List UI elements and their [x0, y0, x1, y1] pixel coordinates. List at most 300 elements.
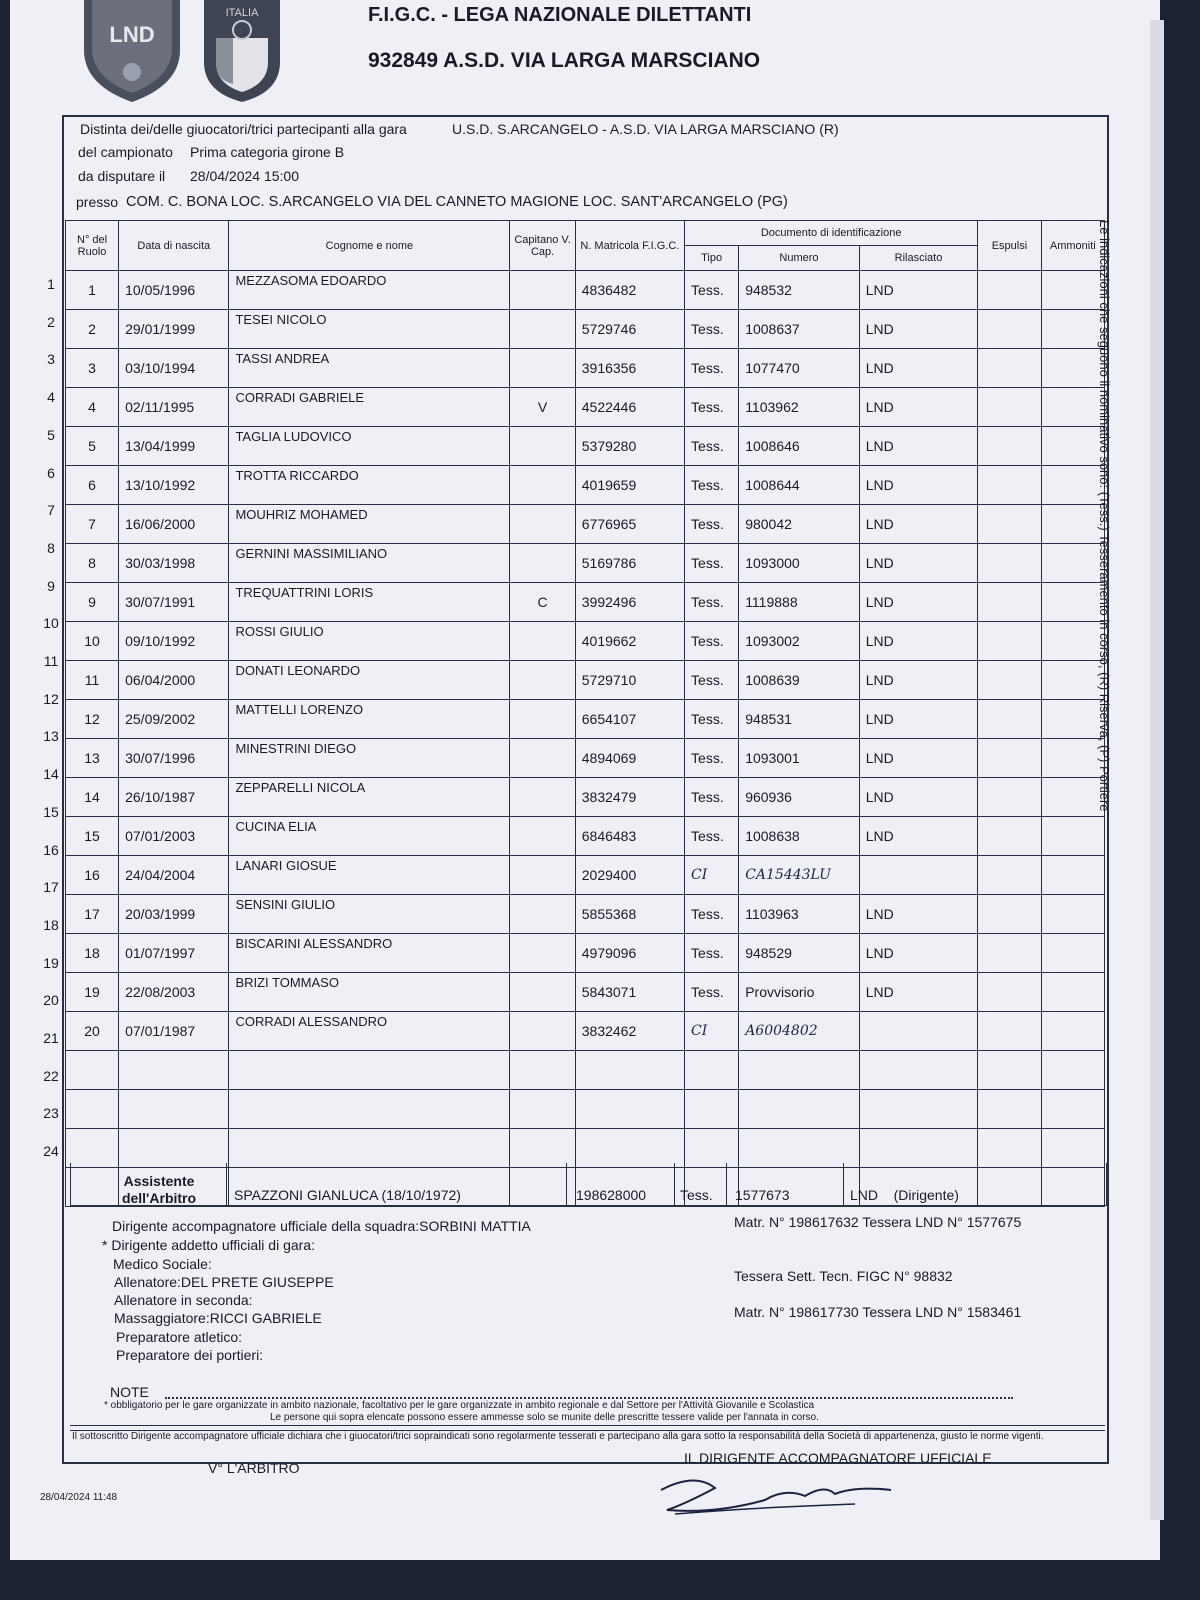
row-number: 11	[43, 653, 59, 669]
cell-matricola: 4019662	[575, 622, 684, 661]
cell-tipo: Tess.	[685, 466, 739, 505]
cell-capitano: V	[510, 388, 575, 427]
cell-tipo: Tess.	[685, 271, 739, 310]
cell-capitano	[510, 466, 575, 505]
cell-nome: MOUHRIZ MOHAMED	[229, 505, 510, 544]
staff-massaggiatore-matr: Matr. N° 198617730 Tessera LND N° 1583461	[734, 1304, 1022, 1320]
cell-nome: CORRADI GABRIELE	[229, 388, 510, 427]
row-number: 19	[43, 954, 59, 971]
cell-matricola: 4894069	[575, 739, 684, 778]
footer-arbitro: V° L'ARBITRO	[208, 1460, 300, 1476]
staff-allenatore: Allenatore:DEL PRETE GIUSEPPE	[114, 1274, 334, 1290]
cell-tipo: Tess.	[685, 427, 739, 466]
cell-nome: DONATI LEONARDO	[229, 661, 510, 700]
cell-numero: 1103963	[739, 895, 860, 934]
cell-ruolo: 13	[66, 739, 119, 778]
table-row	[66, 622, 1105, 661]
cell-nascita: 24/04/2004	[119, 856, 229, 895]
cell-numero: 1008646	[739, 427, 860, 466]
table-row	[66, 505, 1105, 544]
col-tipo: Tipo	[685, 246, 739, 271]
cell-numero: 1093002	[739, 622, 860, 661]
cell-espulsi	[978, 349, 1041, 388]
cell-nome: CUCINA ELIA	[229, 817, 510, 856]
cell-rilasciato: LND	[859, 700, 978, 739]
cell-numero	[739, 1129, 860, 1168]
cell-capitano	[510, 310, 575, 349]
cell-matricola	[575, 1051, 684, 1090]
cell-tipo	[685, 1051, 739, 1090]
cell-tipo: Tess.	[685, 895, 739, 934]
cell-nascita: 13/04/1999	[119, 427, 229, 466]
match-teams: U.S.D. S.ARCANGELO - A.S.D. VIA LARGA MARSCIANO (R)	[452, 121, 839, 137]
cell-numero	[739, 1051, 860, 1090]
cell-ruolo: 19	[66, 973, 119, 1012]
row-number: 2	[47, 313, 55, 330]
cell-rilasciato: LND	[859, 271, 978, 310]
table-row	[66, 271, 1105, 310]
table-row	[66, 973, 1105, 1012]
cell-numero: 1077470	[739, 349, 860, 388]
cell-ruolo: 2	[66, 310, 119, 349]
cell-espulsi	[978, 310, 1041, 349]
cell-nome: BISCARINI ALESSANDRO	[229, 934, 510, 973]
cell-nascita: 30/03/1998	[119, 544, 229, 583]
cell-matricola: 6846483	[575, 817, 684, 856]
cell-tipo: CI	[685, 856, 739, 895]
row-number: 8	[47, 539, 55, 556]
cell-tipo: Tess.	[685, 700, 739, 739]
cell-ruolo: 16	[66, 856, 119, 895]
cell-rilasciato	[859, 1012, 978, 1051]
cell-rilasciato: LND	[859, 427, 978, 466]
cell-capitano: C	[510, 583, 575, 622]
cell-tipo	[685, 1090, 739, 1129]
cell-espulsi	[978, 1051, 1041, 1090]
table-row	[66, 427, 1105, 466]
col-nome: Cognome e nome	[229, 221, 510, 271]
cell-nome: TASSI ANDREA	[229, 349, 510, 388]
cell-numero: 1093000	[739, 544, 860, 583]
label-disputare: da disputare il	[78, 168, 166, 184]
staff-dirigente-matr: Matr. N° 198617632 Tessera LND N° 1577675	[734, 1214, 1022, 1230]
staff-preparatore-portieri: Preparatore dei portieri:	[116, 1347, 264, 1363]
cell-capitano	[510, 427, 575, 466]
players-table	[65, 220, 1105, 1207]
cell-rilasciato: LND	[859, 310, 978, 349]
cell-rilasciato: LND	[859, 973, 978, 1012]
table-row	[66, 895, 1105, 934]
cell-tipo: Tess.	[685, 622, 739, 661]
cell-matricola: 3916356	[575, 349, 684, 388]
cell-nascita: 30/07/1996	[119, 739, 229, 778]
cell-nascita: 30/07/1991	[119, 583, 229, 622]
cell-numero	[739, 1090, 860, 1129]
cell-nome	[229, 1051, 510, 1090]
cell-ruolo: 17	[66, 895, 119, 934]
row-number: 20	[43, 992, 59, 1009]
cell-matricola: 5379280	[575, 427, 684, 466]
cell-rilasciato	[859, 1090, 978, 1129]
cell-nascita	[119, 1090, 229, 1129]
cell-ruolo: 15	[66, 817, 119, 856]
cell-matricola: 5169786	[575, 544, 684, 583]
table-row	[66, 544, 1105, 583]
cell-espulsi	[978, 427, 1041, 466]
cell-tipo: Tess.	[685, 739, 739, 778]
assistant-tipo: Tess.	[680, 1187, 713, 1203]
cell-ammoniti	[1041, 1051, 1104, 1090]
figc-logo	[200, 0, 284, 104]
cell-rilasciato: LND	[859, 388, 978, 427]
cell-espulsi	[978, 739, 1041, 778]
cell-tipo: Tess.	[685, 505, 739, 544]
cell-ruolo	[66, 1090, 119, 1129]
row-number: 13	[43, 728, 59, 745]
cell-numero: 948531	[739, 700, 860, 739]
cell-numero: CA15443LU	[739, 856, 860, 895]
cell-nome	[229, 1090, 510, 1129]
cell-capitano	[510, 544, 575, 583]
cell-numero: 948532	[739, 271, 860, 310]
cell-rilasciato: LND	[859, 349, 978, 388]
cell-tipo: Tess.	[685, 661, 739, 700]
col-matricola: N. Matricola F.I.G.C.	[575, 221, 684, 271]
footer-dirigente: IL DIRIGENTE ACCOMPAGNATORE UFFICIALE	[684, 1450, 992, 1466]
cell-matricola: 4522446	[575, 388, 684, 427]
col-rilasciato: Rilasciato	[859, 246, 978, 271]
notes-label: NOTE	[110, 1384, 149, 1400]
cell-espulsi	[978, 817, 1041, 856]
cell-matricola: 5729746	[575, 310, 684, 349]
cell-ruolo: 4	[66, 388, 119, 427]
table-row	[66, 661, 1105, 700]
cell-nome: TROTTA RICCARDO	[229, 466, 510, 505]
col-capitano: Capitano V. Cap.	[510, 221, 575, 271]
cell-capitano	[510, 934, 575, 973]
cell-nome: BRIZI TOMMASO	[229, 973, 510, 1012]
cell-espulsi	[978, 1090, 1041, 1129]
cell-espulsi	[978, 1012, 1041, 1051]
cell-matricola: 6654107	[575, 700, 684, 739]
cell-nome: MEZZASOMA EDOARDO	[229, 271, 510, 310]
row-number: 3	[47, 351, 55, 368]
cell-capitano	[510, 1090, 575, 1129]
cell-capitano	[510, 817, 575, 856]
table-row	[66, 1090, 1105, 1129]
cell-nome	[229, 1129, 510, 1168]
document-title: F.I.G.C. - LEGA NAZIONALE DILETTANTI	[368, 4, 752, 26]
cell-tipo	[685, 1129, 739, 1168]
cell-nome: TESEI NICOLO	[229, 310, 510, 349]
cell-tipo: Tess.	[685, 778, 739, 817]
cell-rilasciato	[859, 856, 978, 895]
row-number: 17	[43, 879, 59, 896]
cell-ruolo: 5	[66, 427, 119, 466]
cell-rilasciato: LND	[859, 466, 978, 505]
cell-matricola: 3992496	[575, 583, 684, 622]
cell-capitano	[510, 700, 575, 739]
cell-matricola: 3832462	[575, 1012, 684, 1051]
row-number: 22	[43, 1067, 59, 1084]
cell-nome: CORRADI ALESSANDRO	[229, 1012, 510, 1051]
cell-ruolo: 11	[66, 661, 119, 700]
declaration: Il sottoscritto Dirigente accompagnatore ufficiale dichiara che i giuocatori/trici sopraindicati sono regolarmente tesserati e partecipano alla gara sotto la responsabilità della Società di appartenenza, giusto le norme vigenti.	[72, 1431, 1044, 1442]
cell-nascita: 29/01/1999	[119, 310, 229, 349]
label-presso: presso	[76, 194, 119, 210]
cell-ammoniti	[1041, 1129, 1104, 1168]
cell-rilasciato: LND	[859, 934, 978, 973]
staff-massaggiatore: Massaggiatore:RICCI GABRIELE	[114, 1310, 322, 1326]
cell-matricola: 2029400	[575, 856, 684, 895]
cell-capitano	[510, 661, 575, 700]
row-number: 16	[43, 841, 59, 858]
cell-rilasciato	[859, 1129, 978, 1168]
table-row	[66, 817, 1105, 856]
notes-footnote-1: * obbligatorio per le gare organizzate in ambito nazionale, facoltativo per le gare organizzate in ambito regionale e dal Settore per l'Attività Giovanile e Scolastica	[104, 1400, 815, 1411]
cell-nome: LANARI GIOSUE	[229, 856, 510, 895]
cell-tipo: Tess.	[685, 349, 739, 388]
cell-ammoniti	[1041, 1090, 1104, 1129]
cell-rilasciato: LND	[859, 778, 978, 817]
label-distinta: Distinta dei/delle giuocatori/trici partecipanti alla gara	[80, 121, 407, 137]
cell-tipo: Tess.	[685, 934, 739, 973]
table-row	[66, 349, 1105, 388]
staff-preparatore: Preparatore atletico:	[116, 1329, 243, 1345]
cell-espulsi	[978, 661, 1041, 700]
cell-tipo: Tess.	[685, 544, 739, 583]
cell-capitano	[510, 1012, 575, 1051]
cell-ruolo: 10	[66, 622, 119, 661]
cell-nascita: 07/01/2003	[119, 817, 229, 856]
cell-rilasciato: LND	[859, 544, 978, 583]
cell-matricola: 4836482	[575, 271, 684, 310]
club-title: 932849 A.S.D. VIA LARGA MARSCIANO	[368, 49, 761, 72]
cell-capitano	[510, 856, 575, 895]
cell-matricola: 5843071	[575, 973, 684, 1012]
cell-ruolo: 9	[66, 583, 119, 622]
cell-nascita: 25/09/2002	[119, 700, 229, 739]
table-row	[66, 778, 1105, 817]
cell-nome: TAGLIA LUDOVICO	[229, 427, 510, 466]
table-row	[66, 583, 1105, 622]
figc-logo-text: ITALIA	[225, 7, 259, 19]
cell-numero: A6004802	[739, 1012, 860, 1051]
row-number: 23	[43, 1105, 59, 1122]
cell-nome: MATTELLI LORENZO	[229, 700, 510, 739]
cell-espulsi	[978, 973, 1041, 1012]
cell-espulsi	[978, 271, 1041, 310]
row-number: 12	[43, 690, 59, 707]
cell-rilasciato: LND	[859, 895, 978, 934]
cell-nascita	[119, 1051, 229, 1090]
row-number: 4	[47, 389, 55, 406]
cell-rilasciato	[859, 1051, 978, 1090]
cell-ruolo: 18	[66, 934, 119, 973]
cell-espulsi	[978, 388, 1041, 427]
notes-footnote-2: Le persone qui sopra elencate possono essere ammesse solo se munite delle prescritte tessere valide per l'annata in corso.	[270, 1412, 819, 1423]
cell-rilasciato: LND	[859, 817, 978, 856]
cell-espulsi	[978, 1129, 1041, 1168]
label-campionato: del campionato	[78, 144, 173, 160]
cell-ruolo: 20	[66, 1012, 119, 1051]
cell-nascita: 07/01/1987	[119, 1012, 229, 1051]
cell-nome: MINESTRINI DIEGO	[229, 739, 510, 778]
cell-nascita: 02/11/1995	[119, 388, 229, 427]
cell-numero: 1093001	[739, 739, 860, 778]
cell-nome: TREQUATTRINI LORIS	[229, 583, 510, 622]
player-rows	[66, 271, 1105, 1207]
cell-tipo: Tess.	[685, 310, 739, 349]
assistant-name: SPAZZONI GIANLUCA (18/10/1972)	[234, 1187, 461, 1203]
signature	[655, 1470, 895, 1518]
col-espulsi: Espulsi	[978, 221, 1041, 271]
col-documento: Documento di identificazione	[685, 221, 978, 246]
cell-tipo: Tess.	[685, 973, 739, 1012]
side-legend-text: Le indicazioni che seguono il nominativo sono: (Tess.) Tesseramento in corso, (R) Riserva, (P) Portiere	[1097, 220, 1112, 812]
venue: COM. C. BONA LOC. S.ARCANGELO VIA DEL CANNETO MAGIONE LOC. SANT'ARCANGELO (PG)	[126, 194, 788, 210]
staff-dirigente: Dirigente accompagnatore ufficiale della squadra:SORBINI MATTIA	[112, 1218, 531, 1234]
cell-espulsi	[978, 583, 1041, 622]
cell-capitano	[510, 895, 575, 934]
match-date: 28/04/2024 15:00	[190, 168, 299, 184]
cell-capitano	[510, 973, 575, 1012]
cell-espulsi	[978, 934, 1041, 973]
cell-espulsi	[978, 466, 1041, 505]
cell-tipo: Tess.	[685, 583, 739, 622]
cell-numero: 980042	[739, 505, 860, 544]
cell-capitano	[510, 505, 575, 544]
cell-nascita: 03/10/1994	[119, 349, 229, 388]
cell-nome: ZEPPARELLI NICOLA	[229, 778, 510, 817]
cell-capitano	[510, 349, 575, 388]
cell-rilasciato: LND	[859, 739, 978, 778]
cell-numero: 1008638	[739, 817, 860, 856]
staff-allenatore-tessera: Tessera Sett. Tecn. FIGC N° 98832	[734, 1268, 953, 1284]
cell-capitano	[510, 271, 575, 310]
staff-addetto: * Dirigente addetto ufficiali di gara:	[102, 1237, 315, 1253]
row-number: 24	[43, 1143, 59, 1160]
cell-matricola: 6776965	[575, 505, 684, 544]
cell-ruolo	[66, 1051, 119, 1090]
cell-nascita: 22/08/2003	[119, 973, 229, 1012]
cell-espulsi	[978, 856, 1041, 895]
cell-matricola: 3832479	[575, 778, 684, 817]
cell-rilasciato: LND	[859, 583, 978, 622]
cell-espulsi	[978, 544, 1041, 583]
cell-espulsi	[978, 505, 1041, 544]
table-row	[66, 310, 1105, 349]
table-row	[66, 934, 1105, 973]
cell-ruolo: 12	[66, 700, 119, 739]
table-row	[66, 466, 1105, 505]
cell-rilasciato: LND	[859, 661, 978, 700]
cell-capitano	[510, 1051, 575, 1090]
cell-nascita: 01/07/1997	[119, 934, 229, 973]
cell-tipo: Tess.	[685, 817, 739, 856]
cell-numero: 960936	[739, 778, 860, 817]
cell-capitano	[510, 778, 575, 817]
row-number: 9	[47, 577, 55, 594]
row-number: 15	[43, 803, 59, 820]
cell-ruolo: 1	[66, 271, 119, 310]
sheet-edge	[1150, 20, 1164, 1520]
cell-ruolo	[66, 1129, 119, 1168]
cell-ruolo: 3	[66, 349, 119, 388]
cell-matricola: 4979096	[575, 934, 684, 973]
col-nascita: Data di nascita	[119, 221, 229, 271]
table-row	[66, 856, 1105, 895]
staff-allenatore2: Allenatore in seconda:	[114, 1292, 253, 1308]
lnd-logo	[80, 0, 184, 104]
cell-numero: 948529	[739, 934, 860, 973]
cell-matricola: 5855368	[575, 895, 684, 934]
cell-tipo: CI	[685, 1012, 739, 1051]
cell-numero: 1008644	[739, 466, 860, 505]
cell-ruolo: 8	[66, 544, 119, 583]
cell-matricola: 5729710	[575, 661, 684, 700]
cell-capitano	[510, 622, 575, 661]
row-number: 14	[43, 766, 59, 783]
cell-numero: 1119888	[739, 583, 860, 622]
assistant-numero: 1577673	[735, 1187, 790, 1203]
cell-rilasciato: LND	[859, 505, 978, 544]
notes-dotted-line	[165, 1397, 1013, 1399]
staff-medico: Medico Sociale:	[113, 1256, 212, 1272]
cell-rilasciato: LND	[859, 622, 978, 661]
cell-capitano	[510, 739, 575, 778]
table-row	[66, 700, 1105, 739]
row-number: 18	[43, 916, 59, 933]
cell-tipo: Tess.	[685, 388, 739, 427]
cell-nascita: 20/03/1999	[119, 895, 229, 934]
cell-nascita: 16/06/2000	[119, 505, 229, 544]
cell-espulsi	[978, 895, 1041, 934]
row-number: 6	[47, 464, 55, 481]
cell-numero: Provvisorio	[739, 973, 860, 1012]
assistant-matricola: 198628000	[576, 1187, 647, 1203]
lnd-logo-text: LND	[109, 22, 155, 47]
row-number: 10	[43, 615, 59, 632]
cell-nascita: 06/04/2000	[119, 661, 229, 700]
side-legend	[1086, 220, 1116, 920]
cell-nascita	[119, 1129, 229, 1168]
campionato: Prima categoria girone B	[190, 144, 345, 160]
cell-numero: 1008637	[739, 310, 860, 349]
cell-nascita: 10/05/1996	[119, 271, 229, 310]
table-row	[66, 388, 1105, 427]
cell-ammoniti	[1041, 1012, 1104, 1051]
cell-espulsi	[978, 622, 1041, 661]
row-number: 21	[43, 1030, 59, 1046]
col-ammoniti: Ammoniti	[1041, 221, 1104, 271]
table-row	[66, 1051, 1105, 1090]
row-number: 7	[47, 502, 55, 519]
assistant-rilasciato: LND (Dirigente)	[850, 1187, 959, 1203]
cell-nome: GERNINI MASSIMILIANO	[229, 544, 510, 583]
cell-ruolo: 14	[66, 778, 119, 817]
cell-espulsi	[978, 700, 1041, 739]
cell-numero: 1103962	[739, 388, 860, 427]
cell-matricola	[575, 1129, 684, 1168]
col-numero: Numero	[739, 246, 860, 271]
cell-espulsi	[978, 778, 1041, 817]
cell-ruolo: 6	[66, 466, 119, 505]
table-row	[66, 739, 1105, 778]
cell-ruolo: 7	[66, 505, 119, 544]
row-number: 1	[47, 276, 55, 292]
cell-nascita: 09/10/1992	[119, 622, 229, 661]
